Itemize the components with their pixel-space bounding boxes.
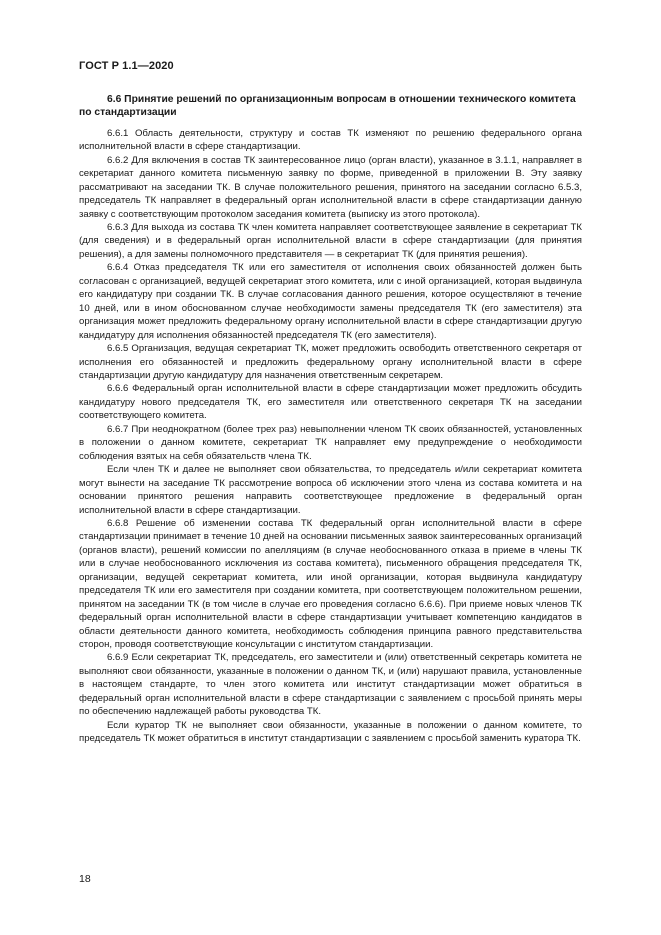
paragraph-6-6-7-continued: Если член ТК и далее не выполняет свои обязательства, то председатель и/или секретариат комитета могут вынести на заседание ТК рассмотрение вопроса об исключении этого члена из состава комитета и на основании принятого решения направить соответствующее предложение в федеральный орган исполнительной власти в сфере стандартизации.: [79, 464, 582, 516]
paragraph-6-6-9: 6.6.9 Если секретариат ТК, председатель, его заместители и (или) ответственный секретарь комитета не выполняют свои обязанности, указанные в положении о данном ТК, и (или) нарушают правила, установленные в настоящем стандарте, то член этого комитета или институт стандартизации может обратиться в федеральный орган исполнительной власти в сфере стандартизации с заявлением с просьбой принять меры по обеспечению надлежащей работы руководства ТК.: [79, 652, 582, 718]
paragraph-6-6-9-continued: Если куратор ТК не выполняет свои обязанности, указанные в положении о данном комитете, то председатель ТК может обратиться в институт стандартизации с заявлением с просьбой заменить куратора ТК.: [79, 719, 582, 745]
paragraph-6-6-4: 6.6.4 Отказ председателя ТК или его заместителя от исполнения своих обязанностей должен быть согласован с организацией, ведущей секретариат этого комитета, или с иной организацией, которая выдвинула его кандидатуру при создании ТК. В случае согласования данного решения, которое осуществляют в течение 10 дней, или в ином обоснованном случае необходимости замены председателя ТК (его заместителя) эта организация может предложить федеральному органу исполнительной власти в сфере стандартизации другую кандидатуру для исполнения обязанностей председателя ТК (его заместителя).: [79, 262, 582, 341]
paragraph-6-6-3: 6.6.3 Для выхода из состава ТК член комитета направляет соответствующее заявление в секретариат ТК (для сведения) и в федеральный орган исполнительной власти в сфере стандартизации (для принятия решения), а для замены полномочного представителя — в секретариат ТК (для принятия решения).: [79, 221, 582, 260]
page-number: 18: [79, 873, 91, 885]
paragraph-6-6-1: 6.6.1 Область деятельности, структуру и состав ТК изменяют по решению федерального органа исполнительной власти в сфере стандартизации.: [79, 127, 582, 153]
paragraph-6-6-2: 6.6.2 Для включения в состав ТК заинтересованное лицо (орган власти), указанное в 3.1.1, направляет в секретариат данного комитета письменную заявку по форме, приведенной в приложении В. Эту заявку рассматривают на заседании ТК. В случае положительного решения, принятого на заседании согласно 6.5.3, председатель ТК направляет в федеральный орган исполнительной власти в сфере стандартизации данную заявку с соответствующим протоколом заседания комитета (выписку из этого протокола).: [79, 154, 582, 220]
document-body: [79, 93, 582, 746]
paragraph-6-6-5: 6.6.5 Организация, ведущая секретариат ТК, может предложить освободить ответственного секретаря от исполнения его обязанностей и предложить федеральному органу исполнительной власти в сфере стандартизации другую кандидатуру для назначения ответственным секретарем.: [79, 343, 582, 381]
section-heading: 6.6 Принятие решений по организационным вопросам в отношении технического комитета по стандартизации: [79, 94, 576, 119]
standard-designation: ГОСТ Р 1.1—2020: [79, 60, 174, 72]
paragraph-6-6-6: 6.6.6 Федеральный орган исполнительной власти в сфере стандартизации может предложить обсудить кандидатуру нового председателя ТК, его заместителя или ответственного секретаря ТК на заседании соответствующего комитета.: [79, 383, 582, 422]
paragraph-6-6-8: 6.6.8 Решение об изменении состава ТК федеральный орган исполнительной власти в сфере стандартизации принимает в течение 10 дней на основании письменных заявок заинтересованных организаций (органов власти), решений комиссии по апелляциям (в случае необоснованного отказа в приеме в члены ТК или в случае необоснованного исключения из состава комитета), письменного обращения председателя ТК, организации, ведущей секретариат комитета, или иной организации, которая выдвинула кандидатуру председателя ТК или его заместителя при создании комитета, при соответствующем положительном решении, принятом на заседании ТК (в том числе в случае его проведения согласно 6.6.6). При приеме новых членов ТК федеральный орган исполнительной власти в сфере стандартизации учитывает компетенцию кандидатов в области деятельности данного комитета, необходимость соблюдения принципа равного представительства сторон, проводя соответствующие консультации с институтом стандартизации.: [79, 517, 582, 651]
paragraph-6-6-7: 6.6.7 При неоднократном (более трех раз) невыполнении членом ТК своих обязанностей, установленных в положении о данном комитете, секретариат ТК направляет ему предупреждение о необходимости соблюдения взятых на себя обязательств члена ТК.: [79, 423, 582, 462]
